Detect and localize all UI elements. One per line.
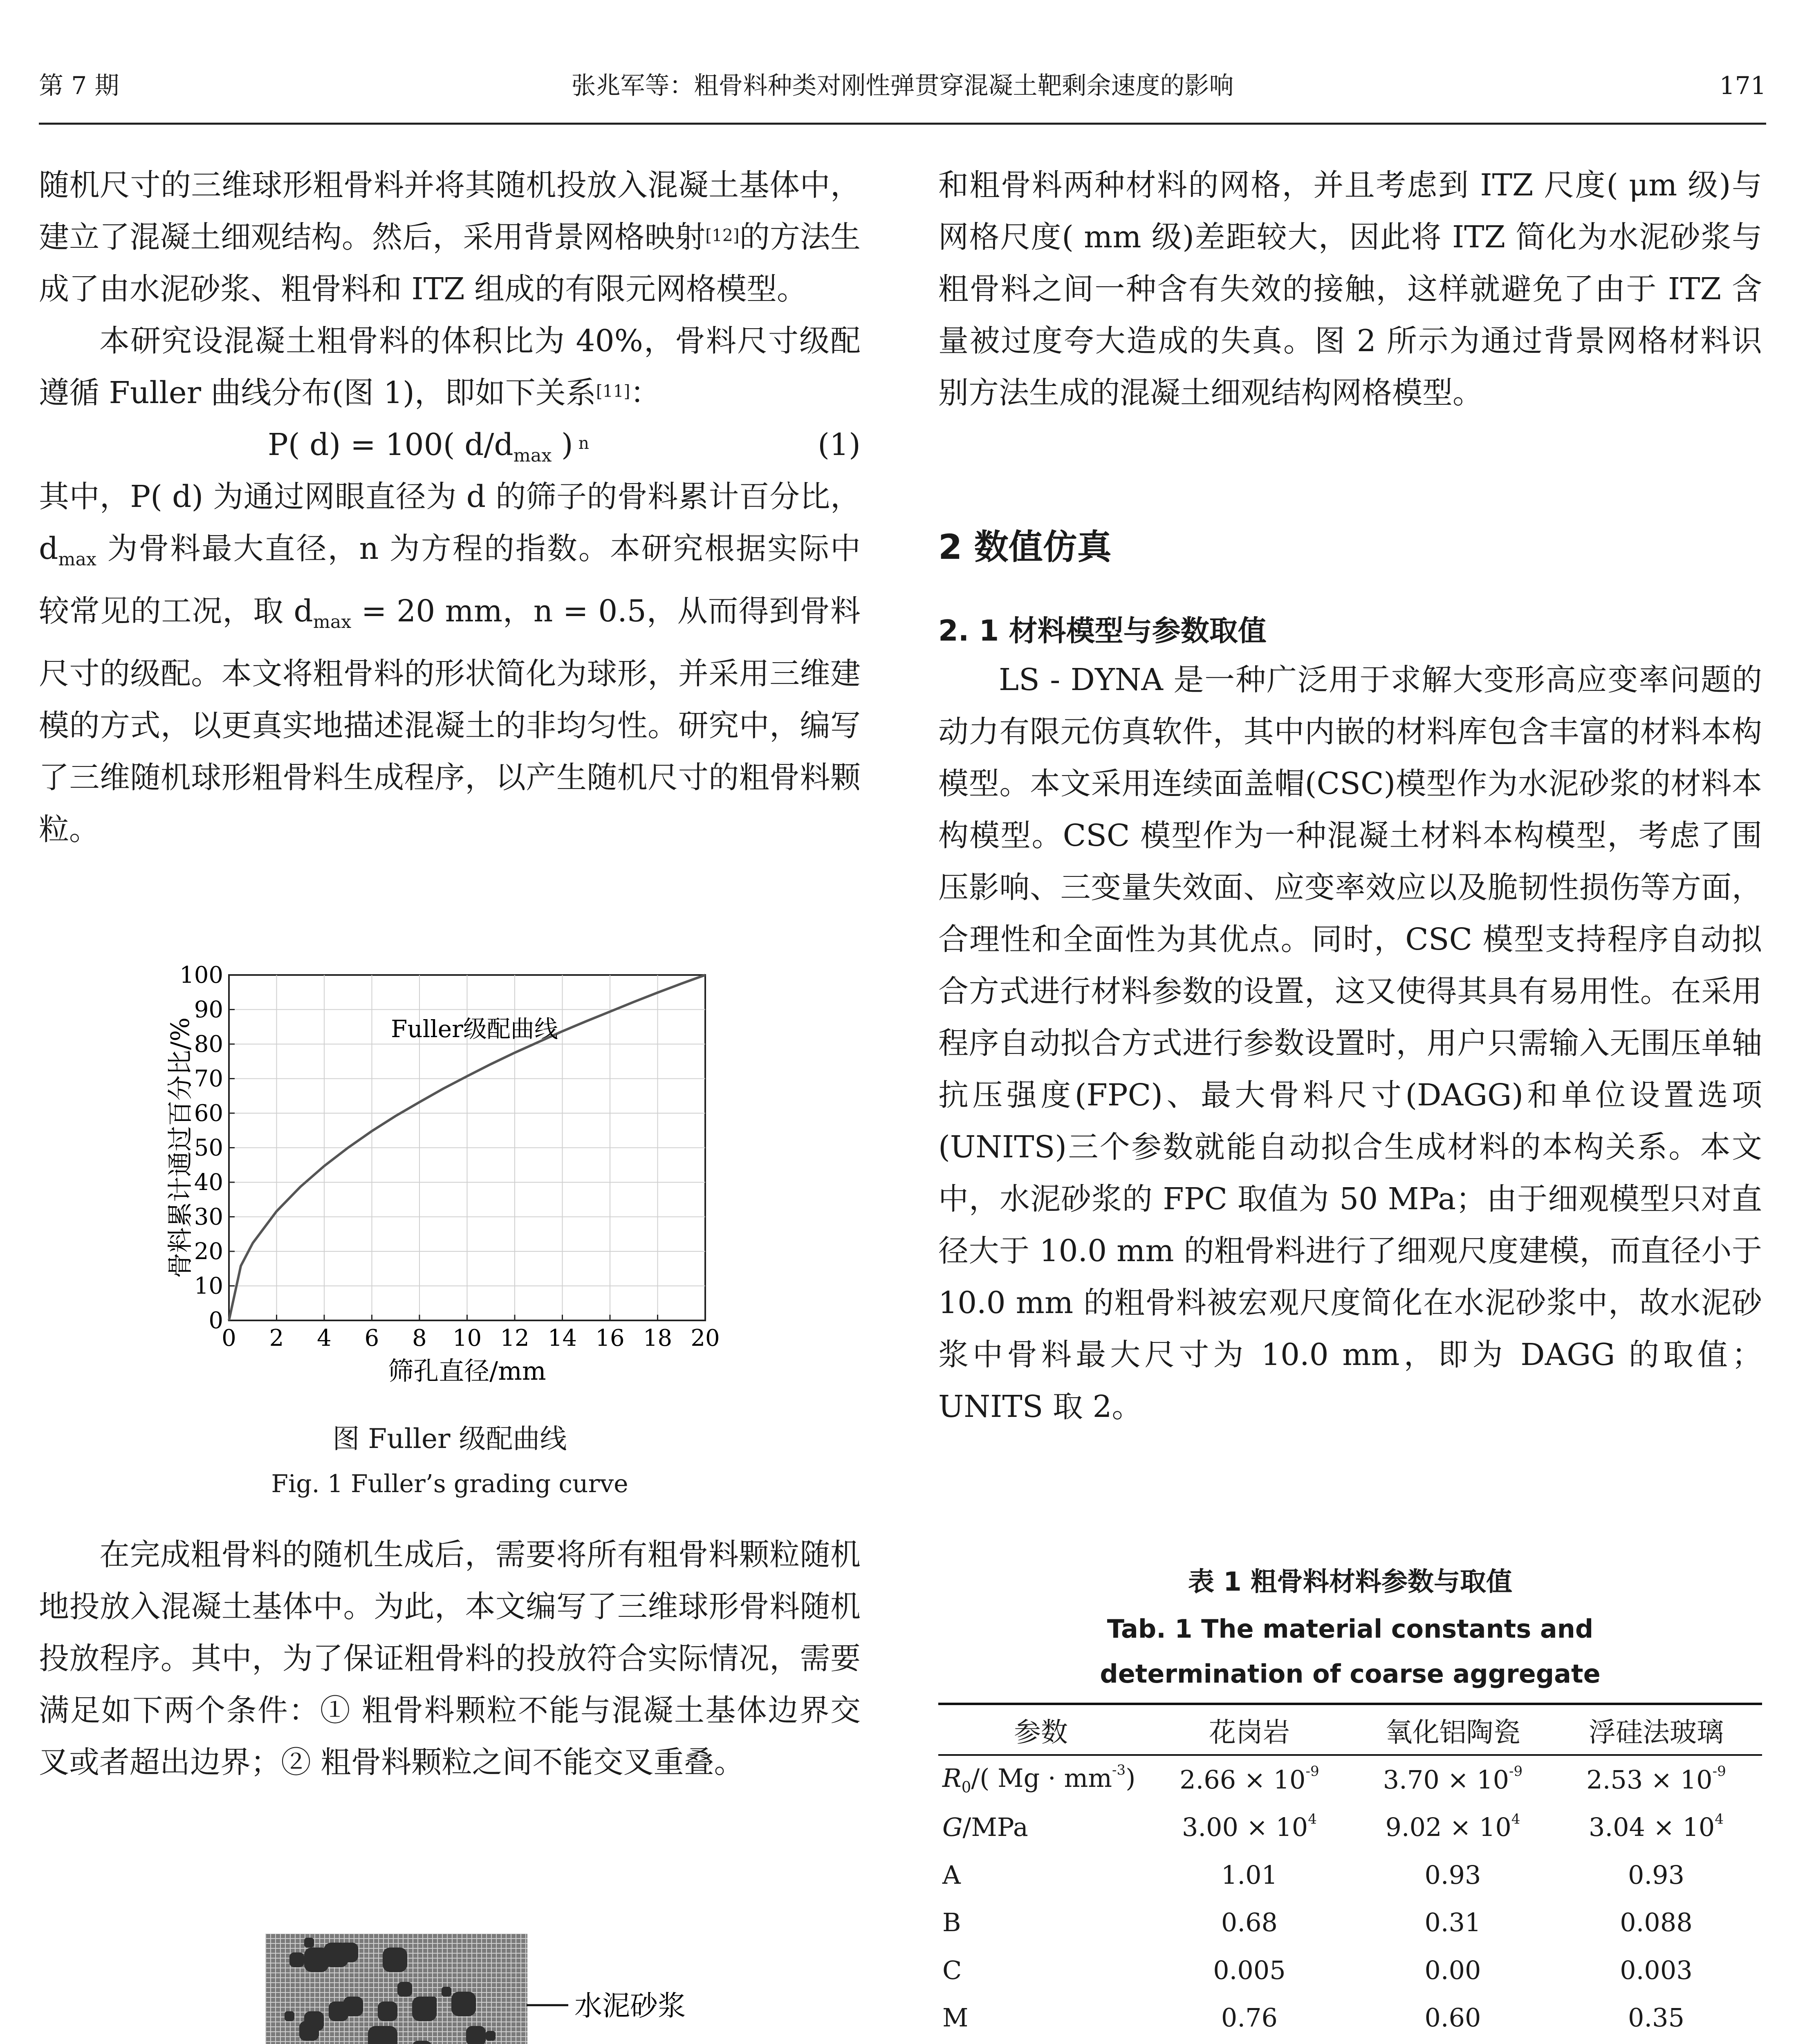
x-tick-label: 18 [643, 1325, 673, 1351]
table-header-cell: 参数 [938, 1704, 1144, 1755]
superscript: -9 [1712, 1763, 1726, 1780]
text-run: 2.66 × 10 [1179, 1764, 1306, 1795]
y-tick-label: 10 [194, 1273, 223, 1300]
section-2-1-heading: 2. 1 材料模型与参数取值 [938, 614, 1267, 648]
text-run: 0.76 [1221, 2003, 1278, 2033]
table-row [938, 1804, 1762, 1851]
table-header-cell: 花岗岩 [1144, 1704, 1355, 1755]
aggregate-particle [304, 1938, 314, 1948]
table-1-caption-en-line1: Tab. 1 The material constants and [1107, 1614, 1594, 1644]
curve-annotation: Fuller级配曲线 [391, 1015, 558, 1043]
value-cell [1355, 1851, 1550, 1899]
y-tick-label: 70 [194, 1065, 223, 1092]
figure-1-caption-cn: 图 Fuller 级配曲线 [332, 1423, 567, 1455]
y-tick-label: 30 [194, 1204, 223, 1230]
parameter-name-cell [938, 2042, 1144, 2044]
subscript: max [513, 445, 552, 466]
value-cell [1144, 1804, 1355, 1851]
text-run: A [942, 1860, 961, 1890]
text-run: 0.60 [1424, 2003, 1481, 2033]
text-run: 随机尺寸的三维球形粗骨料并将其随机投放入混凝土基体中，建立了混凝土细观结构。然后，采用背景网格映射 [39, 168, 861, 255]
text-run: 0.35 [1628, 2003, 1685, 2033]
aggregate-particle [442, 1987, 451, 1997]
value-cell [1550, 1946, 1762, 1994]
parameter-name-cell [938, 1755, 1144, 1804]
equation-formula [268, 419, 589, 482]
x-tick-label: 4 [317, 1325, 332, 1351]
left-column-top [39, 159, 861, 856]
x-tick-label: 20 [691, 1325, 720, 1351]
value-cell [1355, 2042, 1550, 2044]
left-column-middle [39, 1529, 861, 1788]
aggregate-particle [486, 2031, 496, 2041]
text-run: C [942, 1955, 962, 1985]
aggregate-particle [451, 1992, 476, 2016]
text-run: B [942, 1907, 961, 1938]
y-axis-label: 骨料累计通过百分比/% [165, 1017, 195, 1278]
table-row [938, 1899, 1762, 1947]
mesh-model-figure [245, 1934, 695, 2044]
value-cell [1144, 1851, 1355, 1899]
mortar-label: 水泥砂浆 [574, 1990, 686, 2022]
aggregate-particle [383, 1948, 407, 1972]
text-run: 0.31 [1424, 1907, 1481, 1938]
table-body [938, 1755, 1762, 2044]
value-cell [1355, 1804, 1550, 1851]
value-cell [1550, 1851, 1762, 1899]
table-row [938, 1994, 1762, 2042]
table-header-cell: 浮硅法玻璃 [1550, 1704, 1762, 1755]
text-run: R [942, 1763, 962, 1793]
text-run: 9.02 × 10 [1385, 1812, 1511, 1842]
text-run: 0.93 [1628, 1860, 1685, 1890]
running-title: 张兆军等：粗骨料种类对刚性弹贯穿混凝土靶剩余速度的影响 [571, 72, 1234, 100]
y-tick-label: 100 [179, 962, 223, 988]
text-run: 1.01 [1221, 1860, 1278, 1890]
table-row [938, 1755, 1762, 1804]
y-tick-label: 0 [209, 1307, 223, 1334]
running-header [39, 61, 1766, 110]
aggregate-particle [304, 1948, 329, 1972]
table-row [938, 1851, 1762, 1899]
text-run: 本研究设混凝土粗骨料的体积比为 40%，骨料尺寸级配遵循 Fuller 曲线分布(图 1)，即如下关系 [39, 323, 861, 410]
table-1-caption-cn: 表 1 粗骨料材料参数与取值 [1188, 1567, 1513, 1597]
text-run: LS - DYNA 是一种广泛用于求解大变形高应变率问题的动力有限元仿真软件，其中内嵌的材料库包含丰富的材料本构模型。本文采用连续面盖帽(CSC)模型作为水泥砂浆的材料本构模型。CSC 模型作为一种混凝土材料本构模型，考虑了围压影响、三变量失效面、应变率效应以及脆韧性损伤等方面，合理性和全面性为其优点。同时，CSC 模型支持程序自动拟合方式进行材料参数的设置，这又使得其具有易用性。在采用程序自动拟合方式进行参数设置时，用户只需输入无围压单轴抗压强度(FPC)、最大骨料尺寸(DAGG)和单位设置选项(UNITS)三个参数就能自动拟合生成材料的本构关系。本文中，水泥砂浆的 FPC 取值为 50 MPa；由于细观模型只对直径大于 10.0 mm 的粗骨料进行了细观尺度建模，而直径小于 10.0 mm 的粗骨料被宏观尺度简化在水泥砂浆中，故水泥砂浆中骨料最大尺寸为 10.0 mm，即为 DAGG 的取值；UNITS 取 2。 [938, 662, 1762, 1424]
superscript: n [573, 433, 589, 453]
x-tick-label: 14 [547, 1325, 577, 1351]
text-run: 的方法生成了由水泥砂浆、粗骨料和 ITZ 组成的有限元网格模型。 [39, 220, 861, 307]
x-tick-label: 0 [222, 1325, 236, 1351]
x-tick-label: 2 [269, 1325, 284, 1351]
value-cell [1355, 1946, 1550, 1994]
text-run: P( d) = 100( d/d [268, 427, 513, 462]
aggregate-particle [412, 1997, 437, 2021]
aggregate-particle [339, 1943, 358, 1962]
text-run: 0.003 [1620, 1955, 1693, 1985]
subscript: max [58, 549, 96, 570]
parameter-name-cell [938, 1804, 1144, 1851]
y-tick-label: 60 [194, 1100, 223, 1127]
paragraph [39, 315, 861, 419]
text-run: 3.00 × 10 [1182, 1812, 1308, 1842]
y-tick-label: 90 [194, 996, 223, 1023]
x-tick-label: 6 [364, 1325, 379, 1351]
text-run: 0.005 [1213, 1955, 1286, 1985]
value-cell [1550, 2042, 1762, 2044]
text-run: 3.70 × 10 [1383, 1764, 1509, 1795]
text-run: 为骨料最大直径，n 为方程的指数。本研究根据实际中较常见的工况，取 d [39, 531, 861, 629]
text-run: 和粗骨料两种材料的网格，并且考虑到 ITZ 尺度( μm 级)与网格尺度( mm 级)差距较大，因此将 ITZ 简化为水泥砂浆与粗骨料之间一种含有失效的接触，这样就避免了由于 ITZ 含量被过度夸大造成的失真。图 2 所示为通过背景网格材料识别方法生成的混凝土细观结构网格模型。 [938, 168, 1762, 410]
value-cell [1550, 1755, 1762, 1804]
paragraph [938, 159, 1762, 419]
value-cell [1144, 1755, 1355, 1804]
superscript: [12] [705, 225, 740, 245]
subscript: max [313, 611, 352, 632]
fuller-grading-chart [164, 959, 744, 1416]
superscript: -3 [1112, 1762, 1126, 1778]
paragraph [39, 471, 861, 856]
value-cell [1550, 1899, 1762, 1947]
y-tick-label: 20 [194, 1238, 223, 1265]
right-column-top [938, 159, 1762, 419]
table-header-row [938, 1704, 1762, 1755]
section-2-heading: 2 数值仿真 [938, 527, 1112, 567]
aggregate-particle [378, 2001, 397, 2021]
x-tick-label: 12 [500, 1325, 529, 1351]
table-row [938, 1946, 1762, 1994]
value-cell [1144, 1946, 1355, 1994]
paragraph [938, 654, 1762, 1433]
text-run: ) [1126, 1763, 1136, 1793]
aggregate-particle [304, 2011, 324, 2031]
table-header-cell: 氧化铝陶瓷 [1355, 1704, 1550, 1755]
value-cell [1355, 1899, 1550, 1947]
text-run: ： [630, 375, 661, 410]
equation-1 [39, 419, 861, 471]
value-cell [1550, 1804, 1762, 1851]
text-run: = 20 mm，n = 0.5，从而得到骨料尺寸的级配。本文将粗骨料的形状简化为球形，并采用三维建模的方式，以更真实地描述混凝土的非均匀性。研究中，编写了三维随机球形粗骨料生成程序，以产生随机尺寸的粗骨料颗粒。 [39, 593, 861, 847]
y-tick-label: 50 [194, 1134, 223, 1161]
superscript: 4 [1308, 1811, 1317, 1827]
text-run: 2.53 × 10 [1586, 1764, 1713, 1795]
material-parameter-table [938, 1703, 1762, 2044]
text-run: 0.00 [1424, 1955, 1481, 1985]
aggregate-particle [343, 1997, 363, 2016]
aggregate-particle [285, 2011, 294, 2021]
parameter-name-cell [938, 1899, 1144, 1947]
parameter-name-cell [938, 1851, 1144, 1899]
text-run: 其中，P( d) 为通过网眼直径为 d 的筛子的骨料累计百分比，d [39, 479, 861, 566]
page-number: 171 [1719, 72, 1766, 100]
parameter-name-cell [938, 1946, 1144, 1994]
header-rule [39, 123, 1766, 125]
text-run: 0.68 [1221, 1907, 1278, 1938]
value-cell [1144, 2042, 1355, 2044]
table-row [938, 2042, 1762, 2044]
equation-number: (1) [818, 427, 861, 462]
paragraph [39, 159, 861, 315]
aggregate-particle [397, 1982, 412, 1997]
superscript: -9 [1509, 1763, 1523, 1780]
text-run: M [942, 2003, 969, 2033]
issue-number: 第 7 期 [39, 72, 119, 100]
x-axis-label: 筛孔直径/mm [388, 1356, 546, 1386]
text-run: G [942, 1812, 963, 1842]
text-run: 3.04 × 10 [1589, 1812, 1715, 1842]
text-run: 0.93 [1424, 1860, 1481, 1890]
figure-1-caption-en: Fig. 1 Fuller’s grading curve [271, 1470, 628, 1498]
x-tick-label: 8 [412, 1325, 427, 1351]
x-tick-label: 10 [452, 1325, 482, 1351]
superscript: [11] [596, 381, 630, 401]
text-run: /MPa [962, 1812, 1028, 1842]
paragraph [39, 1529, 861, 1788]
value-cell [1144, 1899, 1355, 1947]
value-cell [1355, 1994, 1550, 2042]
x-tick-label: 16 [595, 1325, 625, 1351]
aggregate-particle [466, 2026, 486, 2044]
superscript: 4 [1715, 1811, 1724, 1827]
superscript: -9 [1305, 1763, 1319, 1780]
subscript: 0 [961, 1778, 971, 1796]
text-run: /( Mg · mm [971, 1763, 1112, 1793]
value-cell [1550, 1994, 1762, 2042]
y-tick-label: 80 [194, 1031, 223, 1058]
text-run: 在完成粗骨料的随机生成后，需要将所有粗骨料颗粒随机地投放入混凝土基体中。为此，本文编写了三维球形骨料随机投放程序。其中，为了保证粗骨料的投放符合实际情况，需要满足如下两个条件：① 粗骨料颗粒不能与混凝土基体边界交叉或者超出边界；② 粗骨料颗粒之间不能交叉重叠。 [39, 1537, 861, 1780]
superscript: 4 [1511, 1811, 1520, 1827]
text-run: ) [552, 427, 573, 462]
right-column-body [938, 654, 1762, 1433]
parameter-name-cell [938, 1994, 1144, 2042]
value-cell [1355, 1755, 1550, 1804]
table-1-caption-en-line2: determination of coarse aggregate [1100, 1659, 1601, 1689]
value-cell [1144, 1994, 1355, 2042]
y-tick-label: 40 [194, 1169, 223, 1196]
text-run: 0.088 [1620, 1907, 1693, 1938]
aggregate-particle [289, 1952, 304, 1967]
